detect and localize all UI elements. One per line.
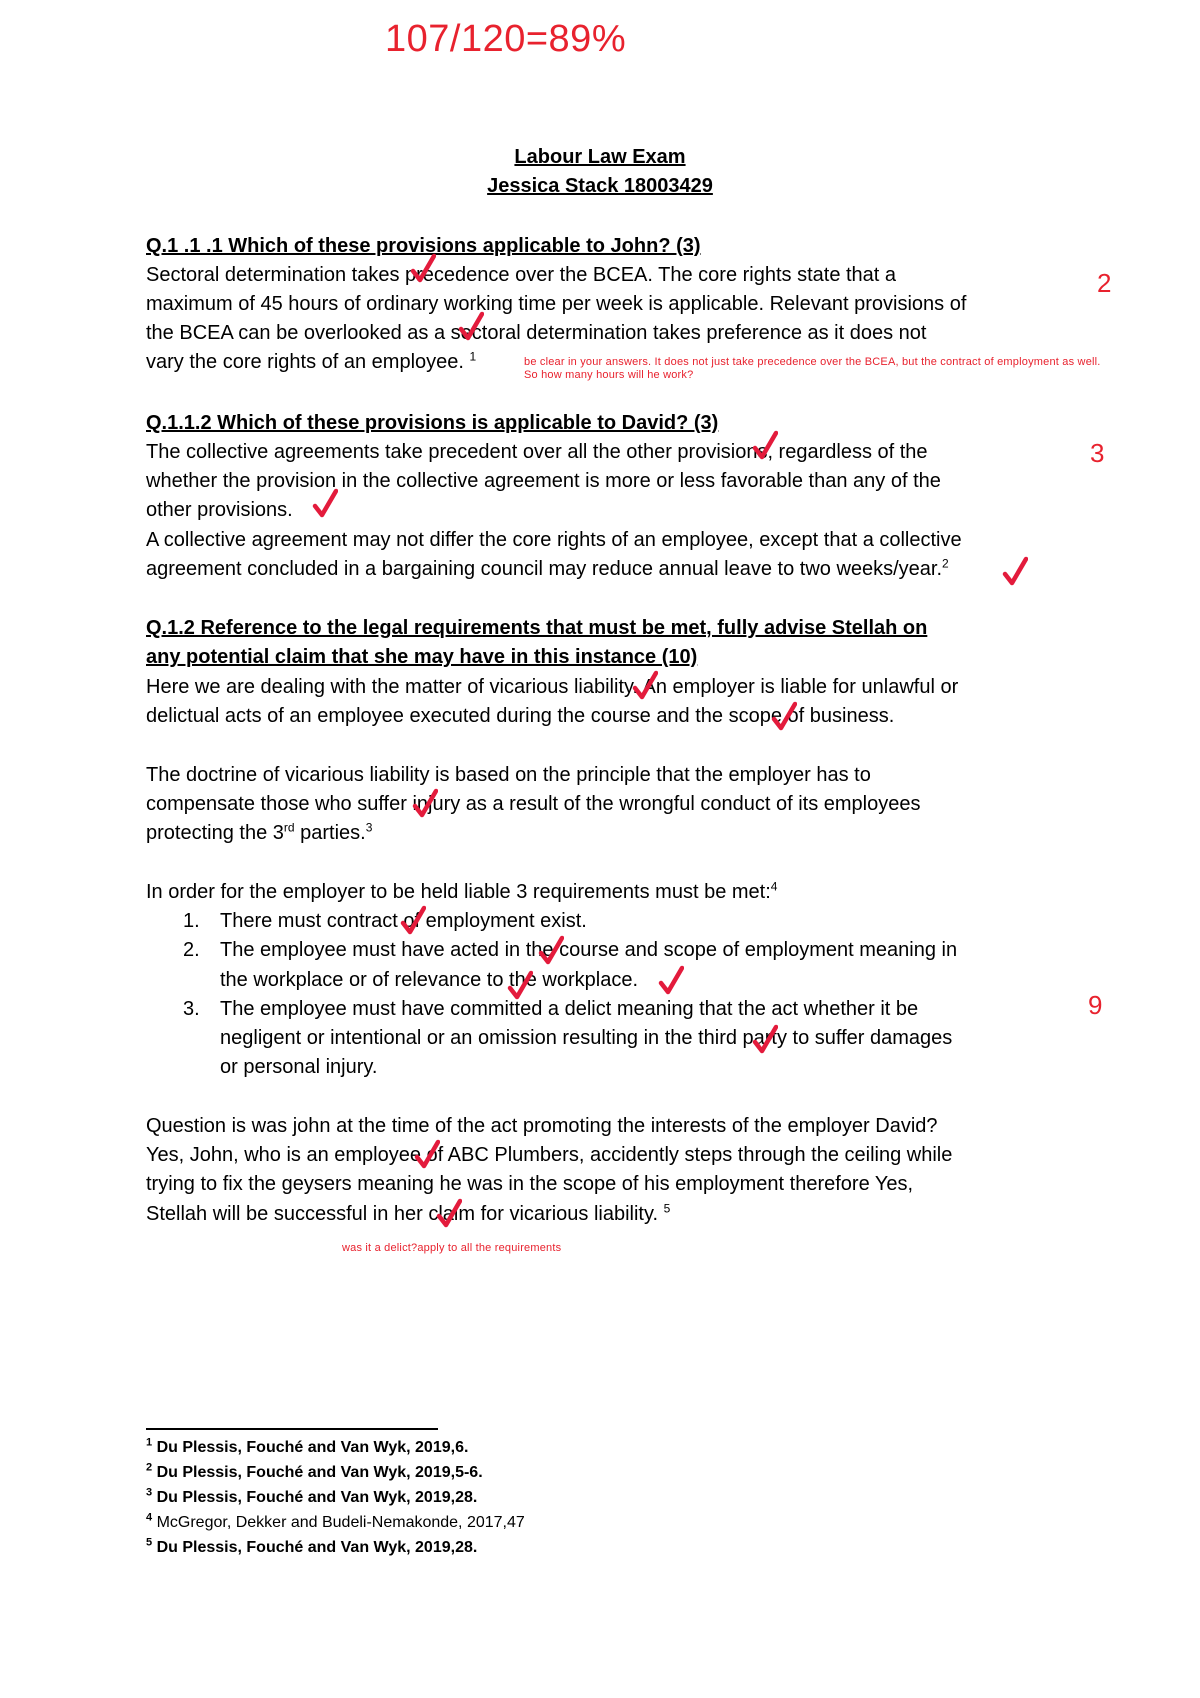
footnote-ref: 5	[663, 1201, 671, 1216]
text: Stellah will be successful in her claim for vicarious liability.	[146, 1203, 659, 1225]
check-mark-icon	[752, 1024, 778, 1054]
footnote-text: Du Plessis, Fouché and Van Wyk, 2019,28.	[156, 1489, 478, 1506]
footnote-text: McGregor, Dekker and Budeli-Nemakonde, 2017,47	[156, 1514, 525, 1531]
q111-comment	[524, 356, 1101, 382]
list-item-line: or personal injury.	[220, 1056, 378, 1078]
list-number: 1.	[183, 910, 200, 932]
check-mark-icon	[507, 970, 533, 1000]
footnote	[146, 1536, 478, 1557]
check-mark-icon	[400, 905, 426, 935]
check-mark-icon	[312, 488, 338, 518]
footnote-ref: 2	[942, 556, 949, 571]
student-name: Jessica Stack 18003429	[487, 175, 713, 197]
text: parties.	[294, 822, 366, 844]
check-mark-icon	[410, 253, 436, 283]
q111-heading: Q.1 .1 .1 Which of these provisions applicable to John? (3)	[146, 235, 701, 257]
list-item-line: The employee must have committed a delict meaning that the act whether it be	[220, 998, 919, 1020]
q112-line: whether the provision in the collective agreement is more or less favorable than any of the	[146, 470, 941, 492]
footnote	[146, 1511, 525, 1532]
text: In order for the employer to be held liable 3 requirements must be met:	[146, 881, 771, 903]
q112-line-last	[146, 558, 949, 581]
footnote-number: 5	[146, 1536, 153, 1549]
check-mark-icon	[632, 670, 658, 700]
q12-para2-line: The doctrine of vicarious liability is based on the principle that the employer has to	[146, 764, 871, 786]
list-item-line: There must contract of employment exist.	[220, 910, 587, 932]
list-number: 2.	[183, 939, 200, 961]
q12-heading: any potential claim that she may have in this instance (10)	[146, 646, 698, 668]
q111-line: Sectoral determination takes precedence over the BCEA. The core rights state that a	[146, 264, 897, 286]
q12-para3-line: Question is was john at the time of the act promoting the interests of the employer David?	[146, 1115, 938, 1137]
q12-para3-line-last	[146, 1203, 670, 1226]
list-number: 3.	[183, 998, 200, 1020]
footnote-separator	[146, 1428, 438, 1430]
footnote	[146, 1436, 469, 1457]
check-mark-icon	[436, 1198, 462, 1228]
q12-para1-line: Here we are dealing with the matter of vicarious liability. An employer is liable for unlawful or	[146, 676, 959, 698]
footnote-ref: 4	[770, 879, 778, 894]
q112-heading: Q.1.1.2 Which of these provisions is applicable to David? (3)	[146, 412, 719, 434]
document-title: Labour Law Exam	[514, 146, 686, 168]
q12-para2-line-last	[146, 822, 372, 845]
q111-line: the BCEA can be overlooked as a sectoral determination takes preference as it does not	[146, 322, 927, 344]
check-mark-icon	[752, 430, 778, 460]
footnote-text: Du Plessis, Fouché and Van Wyk, 2019,5-6.	[156, 1464, 483, 1481]
check-mark-icon	[658, 965, 684, 995]
check-mark-icon	[458, 311, 484, 341]
q112-line-text: agreement concluded in a bargaining council may reduce annual leave to two weeks/year.	[146, 558, 943, 580]
q12-para1-line: delictual acts of an employee executed during the course and the scope of business.	[146, 705, 895, 727]
score-annotation: 107/120=89%	[385, 18, 627, 60]
q112-mark: 3	[1090, 438, 1105, 468]
comment-line: be clear in your answers. It does not just take precedence over the BCEA, but the contract of employment as well.	[524, 356, 1101, 368]
footnote-number: 1	[146, 1436, 153, 1449]
q12-para2-line: compensate those who suffer injury as a result of the wrongful conduct of its employees	[146, 793, 921, 815]
list-item-line: the workplace or of relevance to the workplace.	[220, 969, 638, 991]
q12-comment: was it a delict?apply to all the requirements	[342, 1242, 562, 1254]
check-mark-icon	[538, 935, 564, 965]
q111-line-text: vary the core rights of an employee.	[146, 351, 464, 373]
q12-mark: 9	[1088, 990, 1103, 1020]
q112-line: A collective agreement may not differ the core rights of an employee, except that a collective	[146, 529, 962, 551]
footnote-text: Du Plessis, Fouché and Van Wyk, 2019,6.	[156, 1439, 469, 1456]
q111-line: maximum of 45 hours of ordinary working time per week is applicable. Relevant provisions of	[146, 293, 967, 315]
q112-line: other provisions.	[146, 499, 293, 521]
list-item-line: The employee must have acted in the course and scope of employment meaning in	[220, 939, 958, 961]
q12-para3-line: trying to fix the geysers meaning he was in the scope of his employment therefore Yes,	[146, 1173, 914, 1195]
q12-para3-line: Yes, John, who is an employee of ABC Plumbers, accidently steps through the ceiling while	[146, 1144, 953, 1166]
footnote-number: 4	[146, 1511, 153, 1524]
q12-heading: Q.1.2 Reference to the legal requirements that must be met, fully advise Stellah on	[146, 617, 928, 639]
q112-line: The collective agreements take precedent over all the other provisions, regardless of the	[146, 441, 928, 463]
check-mark-icon	[414, 1139, 440, 1169]
comment-line: So how many hours will he work?	[524, 369, 694, 381]
q12-intro	[146, 881, 777, 904]
check-mark-icon	[412, 788, 438, 818]
list-item-line: negligent or intentional or an omission resulting in the third party to suffer damages	[220, 1027, 953, 1049]
footnote-number: 2	[146, 1461, 153, 1474]
check-mark-icon	[1002, 556, 1028, 586]
q111-line-last	[146, 351, 476, 374]
footnote-number: 3	[146, 1486, 153, 1499]
q111-mark: 2	[1097, 268, 1112, 298]
superscript: rd	[283, 820, 295, 835]
text: protecting the 3	[146, 822, 284, 844]
footnote-text: Du Plessis, Fouché and Van Wyk, 2019,28.	[156, 1539, 478, 1556]
footnote	[146, 1486, 478, 1507]
footnote	[146, 1461, 483, 1482]
footnote-ref: 3	[365, 820, 373, 835]
check-mark-icon	[771, 701, 797, 731]
footnote-ref: 1	[469, 349, 477, 364]
